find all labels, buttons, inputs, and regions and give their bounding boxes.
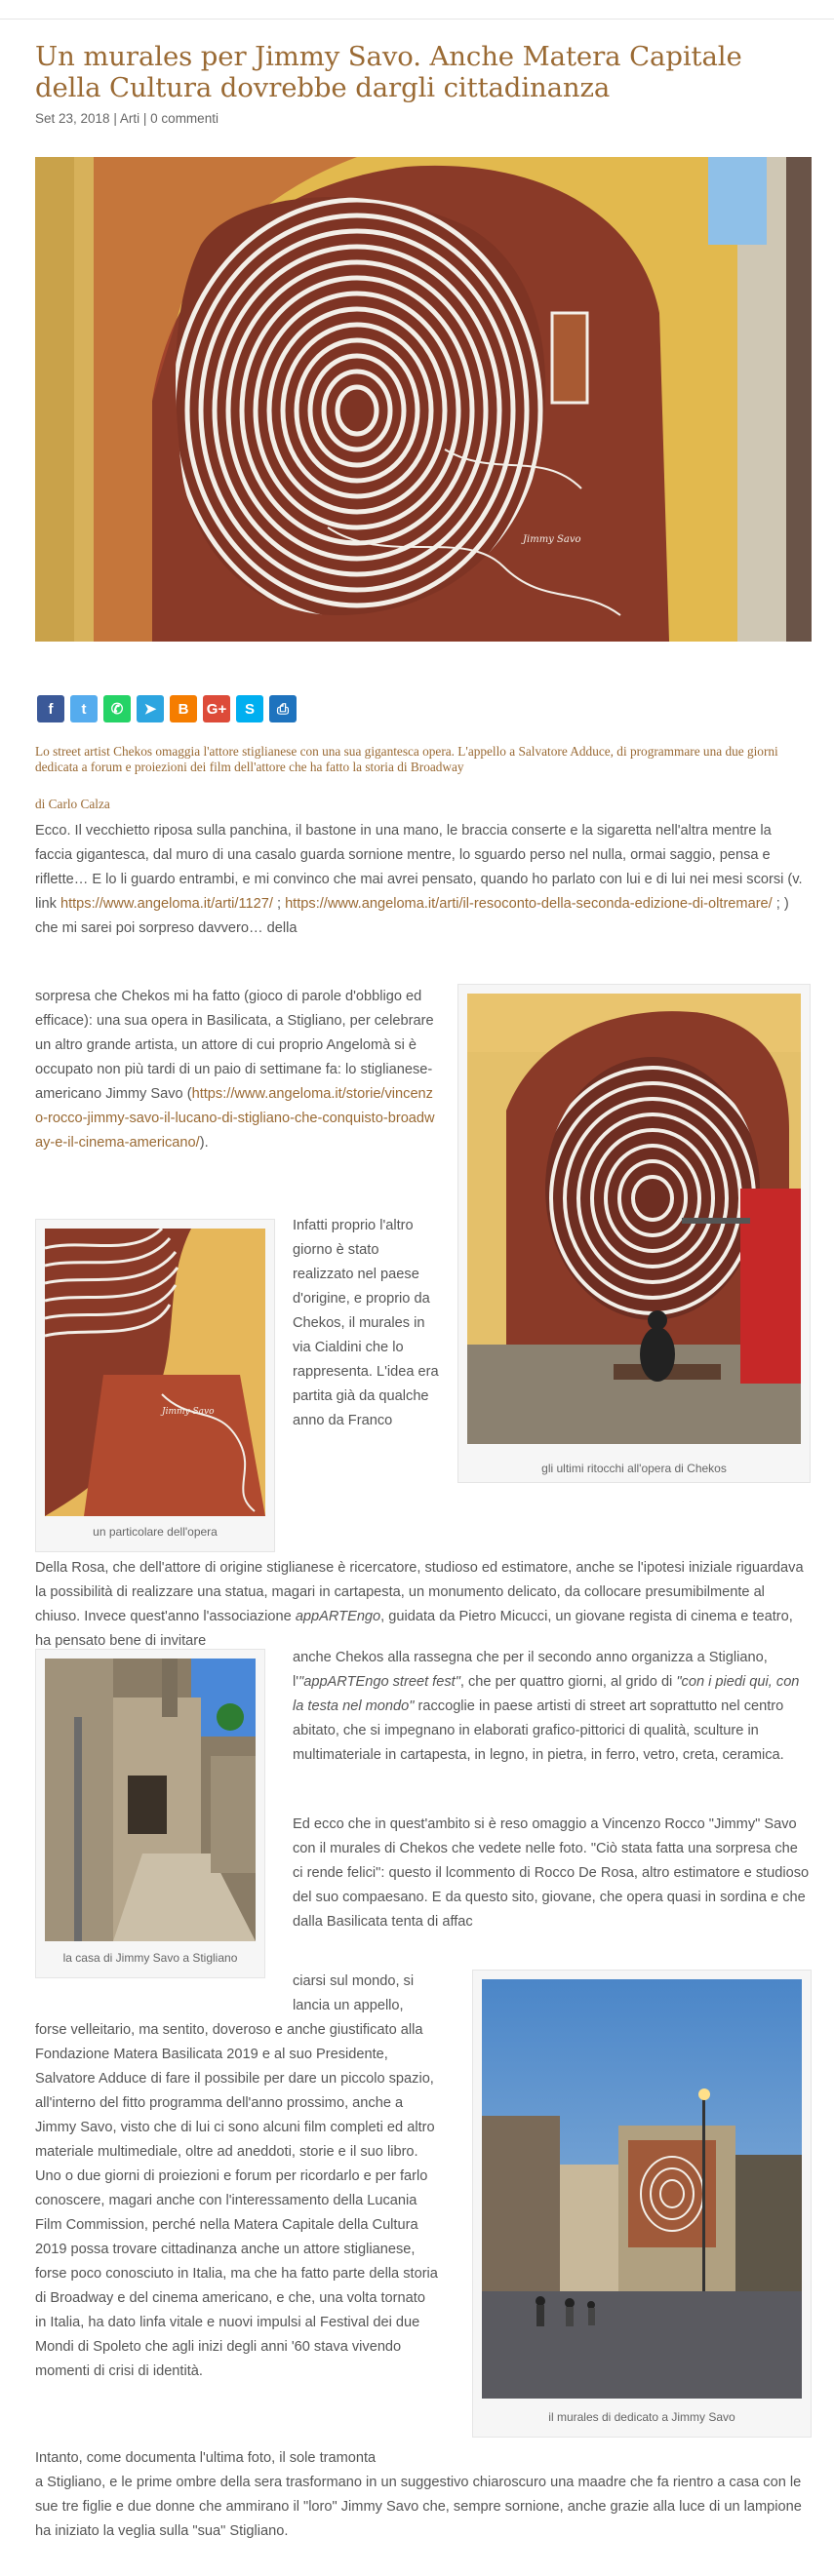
paragraph-text: anche Chekos alla rassegna che per il secondo anno organizza a Stigliano, l' (293, 1650, 768, 1690)
paragraph-text: , che per quattro giorni, al grido di (459, 1674, 677, 1690)
paragraph-3 (293, 1214, 439, 1433)
paragraph-text: ciarsi sul mondo, si lancia un appello, (293, 1973, 415, 2013)
link-oltremare[interactable]: https://www.angeloma.it/arti/il-resoconto-della-seconda-edizione-di-oltremare/ (285, 896, 773, 912)
paragraph-text: a Stigliano, e le prime ombre della sera trasformano in un suggestivo chiaroscuro una maadre che fa rientro a casa con le sue tre figlie e due donne che ammirano il "loro" Jimmy Savo che, sempre sornione, anche grazie alla luce di un lampione ha iniziato la veglia sulla "sua" Stigliano. (35, 2475, 802, 2539)
festival-name: "appARTEngo street fest" (298, 1674, 460, 1690)
article-title: Un murales per Jimmy Savo. Anche Matera Capitale della Cultura dovrebbe dargli cittadinanza (35, 41, 742, 103)
meta-separator: | (113, 111, 117, 126)
telegram-icon[interactable]: ➤ (137, 695, 164, 722)
paragraph-text: sorpresa che Chekos mi ha fatto (gioco di parole d'obbligo ed efficace): una sua opera in Basilicata, a Stigliano, per celebrare un altro grande artista, un attore di cui proprio Angelomà si è occupato non più tardi di un paio di settimane fa: lo stiglianese-americano Jimmy Savo ( (35, 989, 434, 1102)
twitter-icon[interactable]: t (70, 695, 98, 722)
meta-separator: | (142, 111, 147, 126)
paragraph-text: , guidata da Pietro Micucci, un giovane regista di cinema e teatro, ha pensato bene di invitare (35, 1609, 793, 1649)
whatsapp-icon[interactable]: ✆ (103, 695, 131, 722)
comments-link[interactable]: 0 commenti (150, 111, 218, 126)
photo-mural-detail (45, 1229, 265, 1516)
paragraph-text: ; (272, 896, 286, 912)
paragraph-6 (35, 1970, 439, 2384)
paragraph-text: ). (199, 1135, 209, 1151)
category-link[interactable]: Arti (119, 111, 140, 126)
figure-savo-house (35, 1649, 265, 1978)
detail-signature: Jimmy Savo (162, 1407, 215, 1417)
paragraph-text: forse velleitario, ma sentito, doveroso e anche giustificato alla Fondazione Matera Basilicata 2019 e al suo Presidente, Salvatore Adduce di fare il possibile per dare un piccolo spazio, all'interno del fitto programma dell'anno prossimo, anche a Jimmy Savo, visto che di lui ci sono alcuni film completi ed altro materiale multimediale, oltre ad aneddoti, storie e il suo libro. Uno o due giorni di proiezioni e forum per ricordarlo e per farlo conoscere, magari anche con l'interessamento della Lucania Film Commission, perché nella Matera Capitale della Cultura 2019 possa trovare cittadinanza anche un attore stiglianese, forse poco conosciuto in Italia, ma che ha fatto parte della storia di Broadway e del cinema americano, e che, una volta tornato in Italia, ha dato linfa vitale e nuovi impulsi al Festival dei due Mondi di Spoleto che agli inizi degli anni '60 stava vivendo momenti di crisi di identità. (35, 2022, 438, 2379)
link-jimmy-savo-story[interactable]: https://www.angeloma.it/storie/vincenzo-rocco-jimmy-savo-il-lucano-di-stigliano-che-conquisto-broadway-e-il-cinema-americano/ (35, 1086, 435, 1151)
post-meta (35, 111, 812, 126)
figure-savo-mural-dusk (472, 1970, 812, 2438)
article-header (35, 41, 812, 126)
paragraph-2 (35, 985, 439, 1155)
photo-savo-mural-dusk (482, 1979, 802, 2399)
figure-caption: gli ultimi ritocchi all'opera di Chekos (541, 1462, 727, 1475)
paragraph-6-lead (35, 1970, 439, 2018)
skype-icon[interactable]: S (236, 695, 263, 722)
paragraph-3-continued (35, 1556, 812, 1654)
link-angeloma-1127[interactable]: https://www.angeloma.it/arti/1127/ (60, 896, 273, 912)
paragraph-text: Della Rosa, che dell'attore di origine stiglianese è ricercatore, studioso ed estimatore, anche se l'ipotesi iniziale riguardava la possibilità di realizzare una statua, magari in cartapesta, un monumento delicato, da collocare presumibilmente al chiuso. Invece quest'anno l'associazione (35, 1560, 804, 1624)
paragraph-4 (293, 1646, 812, 1768)
paragraph-text: Intanto, come documenta l'ultima foto, il sole tramonta (35, 2450, 377, 2466)
article-author: di Carlo Calza (35, 797, 110, 811)
figure-caption: la casa di Jimmy Savo a Stigliano (62, 1951, 238, 1965)
figure-mural-detail (35, 1219, 275, 1552)
hero-image (35, 157, 812, 642)
mural-signature: Jimmy Savo (523, 534, 581, 545)
festival-motto: "con i piedi qui, con la testa nel mondo" (293, 1674, 800, 1714)
facebook-icon[interactable]: f (37, 695, 64, 722)
paragraph-5 (293, 1813, 812, 1934)
figure-caption: il murales di dedicato a Jimmy Savo (548, 2410, 735, 2424)
photo-chekos-retouch (467, 994, 801, 1444)
association-name: appARTEngo (295, 1609, 381, 1624)
figure-caption: un particolare dell'opera (93, 1525, 218, 1539)
paragraph-text: Infatti proprio l'altro giorno è stato realizzato nel paese d'origine, e proprio da Chekos, il murales in via Cialdini che lo rappresenta. L'idea era partita già da qualche anno da Franco (293, 1218, 439, 1428)
top-border (0, 0, 834, 20)
paragraph-text: Ed ecco che in quest'ambito si è reso omaggio a Vincenzo Rocco "Jimmy" Savo con il murales di Chekos che vedete nelle foto. "Ciò stata fatta una sorpresa che ci rende felici": questo il lcommento di Rocco De Rosa, altro estimatore e studioso del suo compaesano. E da questo sito, giovane, che opera quasi in sordina e che dalla Basilicata tenta di affac (293, 1816, 810, 1930)
figure-chekos-retouch (457, 984, 811, 1483)
share-bar (37, 695, 297, 722)
paragraph-text: ; ) che mi sarei poi sorpreso davvero… della (35, 896, 789, 936)
paragraph-text: Ecco. Il vecchietto riposa sulla panchina, il bastone in una mano, le braccia conserte e la sigaretta nell'altra mentre la faccia gigantesca, dal muro di una casalo guarda sornione mentre, lo sguardo perso nel nulla, ormai saggio, pensa e riflette… E lo li guardo entrambi, e mi convinco che mai avrei pensato, quando ho parlato con lui e di lui nei mesi scorsi (v. link (35, 823, 803, 912)
paragraph-7 (35, 2446, 812, 2544)
google-plus-icon[interactable]: G+ (203, 695, 230, 722)
print-icon[interactable]: ⎙ (269, 695, 297, 722)
paragraph-text: raccoglie in paese artisti di street art soprattutto nel centro abitato, che si impegnano in elaborati grafico-pittorici di qualità, sculture in multimateriale in cartapesta, in legno, in pietra, in ferro, vetro, creta, ceramica. (293, 1698, 784, 1763)
blogger-icon[interactable]: B (170, 695, 197, 722)
photo-savo-house (45, 1659, 256, 1941)
paragraph-1 (35, 819, 812, 941)
post-date: Set 23, 2018 (35, 111, 110, 126)
article-lead: Lo street artist Chekos omaggia l'attore stiglianese con una sua gigantesca opera. L'appello a Salvatore Adduce, di programmare una due giorni dedicata a forum e proiezioni dei film dell'attore che ha fatto la storia di Broadway (35, 744, 778, 774)
